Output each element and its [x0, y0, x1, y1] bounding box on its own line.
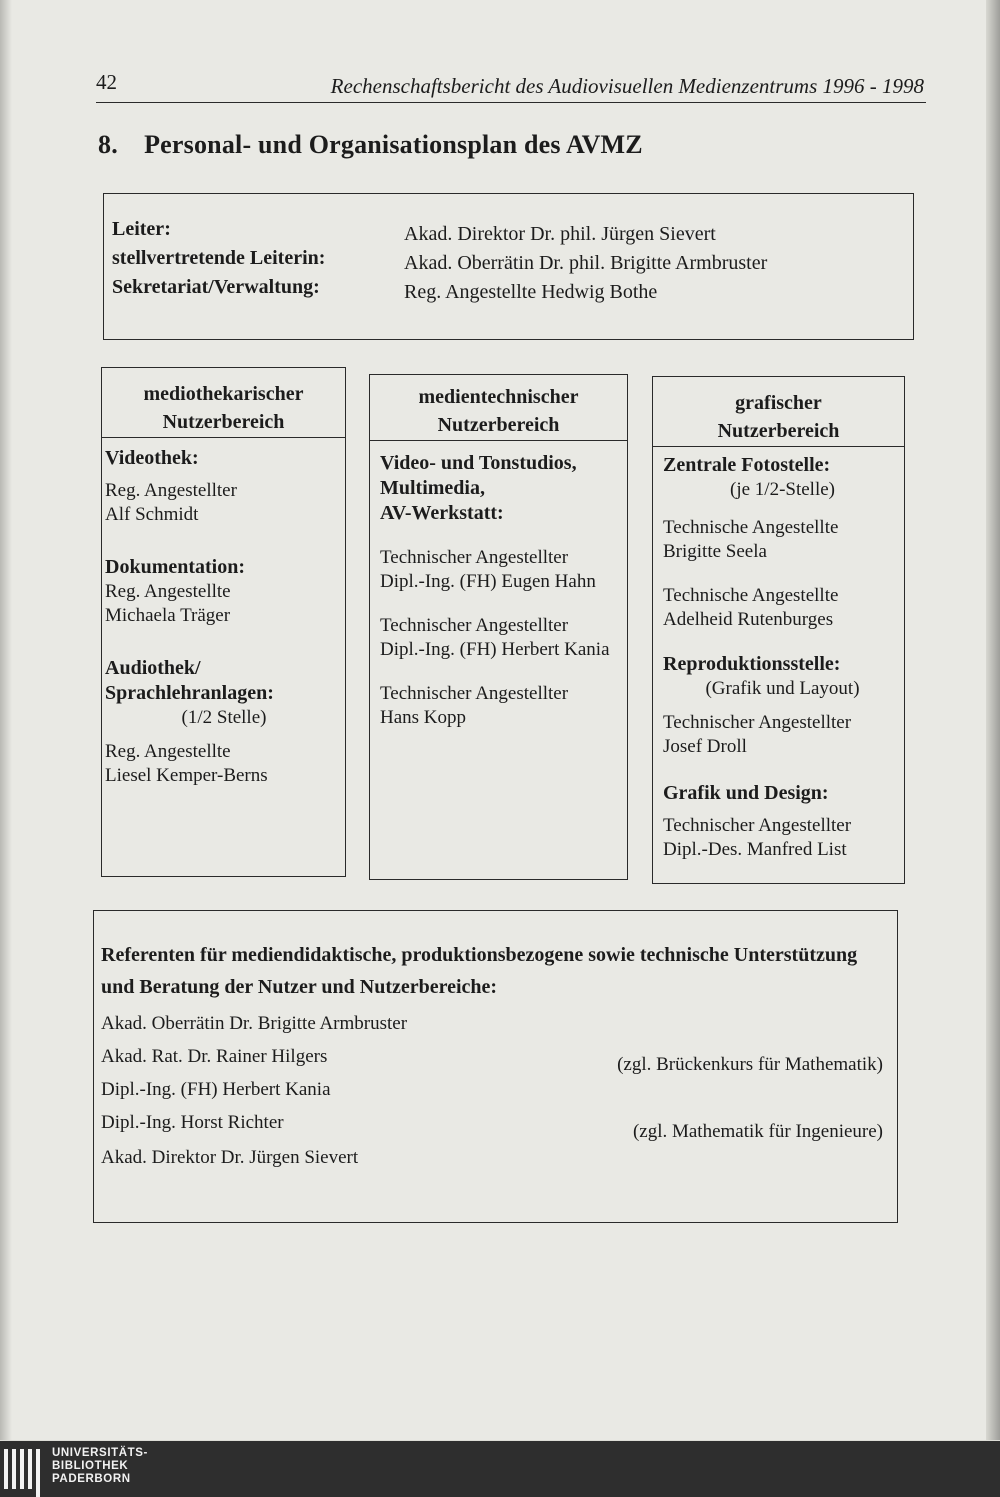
logo-line: BIBLIOTHEK — [52, 1460, 129, 1472]
department-body — [105, 446, 343, 806]
section-title: 8. Personal- und Organisationsplan des AVMZ — [98, 130, 643, 159]
staff-name: Alf Schmidt — [105, 504, 199, 525]
staff-position: Technischer Angestellter — [663, 815, 852, 836]
unit-title: Dokumentation: — [105, 556, 246, 578]
secretary-name: Reg. Angestellte Hedwig Bothe — [404, 281, 658, 303]
department-head-line: grafischer — [735, 392, 822, 414]
unit-title: Sprachlehranlagen: — [105, 682, 274, 704]
department-head-line: Nutzerbereich — [162, 411, 285, 433]
referent-name: Akad. Direktor Dr. Jürgen Sievert — [101, 1147, 359, 1168]
unit-videothek — [105, 446, 343, 527]
unit-note: (1/2 Stelle) — [181, 707, 267, 728]
unit-title: AV-Werkstatt: — [380, 502, 504, 524]
staff-name: Josef Droll — [663, 736, 747, 757]
deputy-role: stellvertretende Leiterin: — [112, 247, 326, 269]
referent-note: (zgl. Mathematik für Ingenieure) — [632, 1121, 883, 1142]
referents-title: Referenten für mediendidaktische, produktionsbezogene sowie technische Unterstützung und Beratung der Nutzer und Nutzerbereiche: — [101, 944, 858, 998]
secretary-role: Sekretariat/Verwaltung: — [112, 276, 320, 298]
unit-title: Audiothek/ — [105, 657, 201, 679]
department-head — [653, 377, 904, 447]
referent-name: Dipl.-Ing. (FH) Herbert Kania — [101, 1079, 331, 1100]
staff-block — [663, 516, 902, 564]
referents-box — [93, 910, 898, 1223]
staff-name: Dipl.-Des. Manfred List — [663, 839, 847, 860]
unit-grafik-design — [663, 781, 902, 862]
page-binding-shadow — [0, 0, 12, 1440]
staff-block — [380, 614, 625, 662]
staff-block — [380, 546, 625, 594]
staff-name: Brigitte Seela — [663, 541, 767, 562]
staff-block — [380, 682, 625, 730]
running-header: Rechenschaftsbericht des Audiovisuellen Medienzentrums 1996 - 1998 — [330, 74, 924, 98]
department-body — [380, 451, 625, 748]
referent-name: Akad. Oberrätin Dr. Brigitte Armbruster — [101, 1013, 408, 1034]
staff-position: Reg. Angestellter — [105, 480, 237, 501]
staff-position: Technische Angestellte — [663, 585, 839, 606]
staff-name: Dipl.-Ing. (FH) Herbert Kania — [380, 639, 610, 660]
unit-note: (je 1/2-Stelle) — [730, 479, 835, 500]
staff-position: Reg. Angestellte — [105, 581, 231, 602]
page-number: 42 — [96, 70, 117, 94]
department-head — [370, 375, 627, 441]
staff-position: Reg. Angestellte — [105, 741, 231, 762]
unit-note: (Grafik und Layout) — [705, 678, 860, 699]
department-body — [663, 453, 902, 880]
department-head-line: medientechnischer — [418, 386, 579, 408]
referent-name: Dipl.-Ing. Horst Richter — [101, 1112, 284, 1133]
deputy-name: Akad. Oberrätin Dr. phil. Brigitte Armbruster — [404, 252, 768, 274]
leader-name: Akad. Direktor Dr. phil. Jürgen Sievert — [404, 223, 716, 245]
unit-title: Multimedia, — [380, 477, 485, 499]
referent-note: (zgl. Brückenkurs für Mathematik) — [617, 1054, 883, 1075]
unit-fotostelle — [663, 453, 902, 502]
staff-name: Hans Kopp — [380, 707, 467, 728]
department-head-line: Nutzerbereich — [437, 414, 560, 436]
department-head-line: Nutzerbereich — [717, 420, 840, 442]
staff-name: Liesel Kemper-Berns — [105, 765, 268, 786]
staff-position: Technischer Angestellter — [380, 615, 569, 636]
unit-title: Reproduktionsstelle: — [663, 653, 841, 675]
staff-position: Technischer Angestellter — [380, 683, 569, 704]
unit-title: Grafik und Design: — [663, 782, 829, 804]
unit-reproduktion — [663, 652, 902, 759]
department-head-line: mediothekarischer — [143, 383, 304, 405]
logo-line: PADERBORN — [52, 1473, 131, 1485]
unit-title: Zentrale Fotostelle: — [663, 454, 831, 476]
staff-name: Dipl.-Ing. (FH) Eugen Hahn — [380, 571, 596, 592]
department-grafik — [652, 376, 905, 884]
leadership-box — [103, 193, 914, 340]
staff-position: Technischer Angestellter — [380, 547, 569, 568]
department-medientechnik — [369, 374, 628, 880]
unit-audiothek — [105, 656, 343, 788]
unit-dokumentation — [105, 555, 343, 628]
staff-name: Michaela Träger — [105, 605, 231, 626]
leader-role: Leiter: — [112, 218, 171, 240]
department-head — [102, 368, 345, 438]
department-mediothek — [101, 367, 346, 877]
unit-studios — [380, 451, 625, 526]
staff-name: Adelheid Rutenburges — [663, 609, 834, 630]
library-logo-text — [52, 1447, 148, 1486]
staff-position: Technischer Angestellter — [663, 712, 852, 733]
referent-name: Akad. Rat. Dr. Rainer Hilgers — [101, 1046, 328, 1067]
header-rule — [96, 102, 926, 103]
unit-title: Videothek: — [105, 447, 199, 469]
unit-title: Video- und Tonstudios, — [380, 452, 577, 474]
logo-line: UNIVERSITÄTS- — [52, 1447, 148, 1459]
staff-block — [663, 584, 902, 632]
page-edge-shadow — [986, 0, 1000, 1440]
staff-position: Technische Angestellte — [663, 517, 839, 538]
library-logo — [0, 1441, 1000, 1497]
